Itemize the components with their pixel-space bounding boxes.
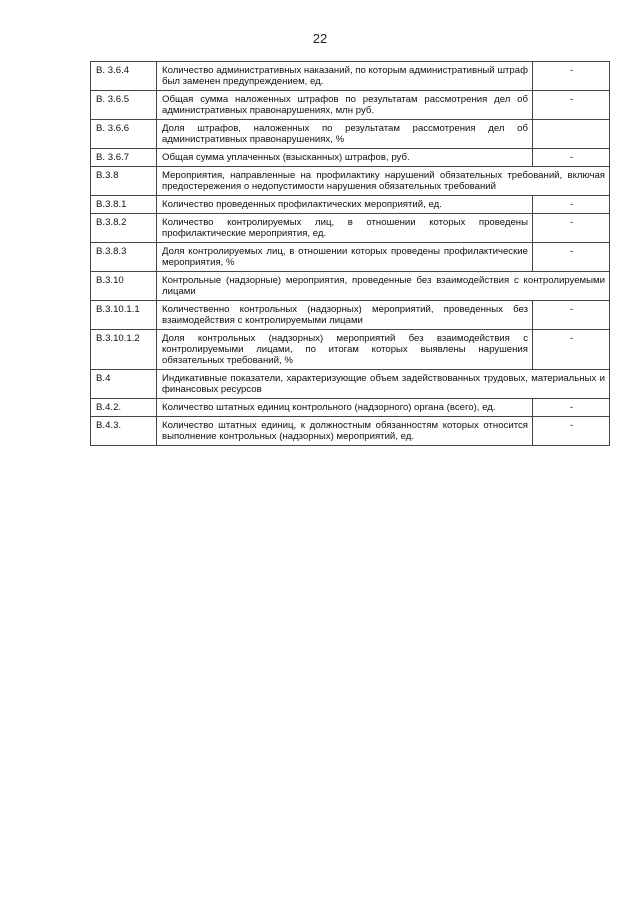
table-row [91, 399, 610, 417]
row-description: Доля штрафов, наложенных по результатам рассмотрения дел об административных правонарушениях, % [157, 120, 533, 149]
row-value: - [533, 149, 610, 167]
section-title: Контрольные (надзорные) мероприятия, проведенные без взаимодействия с контролируемыми лицами [157, 272, 610, 301]
row-description: Доля контролируемых лиц, в отношении которых проведены профилактические мероприятия, % [157, 243, 533, 272]
section-title: Мероприятия, направленные на профилактику нарушений обязательных требований, включая предостережения о недопустимости нарушения обязательных требований [157, 167, 610, 196]
row-description: Количество контролируемых лиц, в отношении которых проведены профилактические мероприятия, ед. [157, 214, 533, 243]
table-row [91, 272, 610, 301]
row-value: - [533, 417, 610, 446]
row-value: - [533, 196, 610, 214]
row-value: - [533, 301, 610, 330]
row-description: Количественно контрольных (надзорных) мероприятий, проведенных без взаимодействия с контролируемыми лицами [157, 301, 533, 330]
row-code: В.4.3. [91, 417, 157, 446]
row-code: В.3.10 [91, 272, 157, 301]
row-value: - [533, 91, 610, 120]
row-description: Доля контрольных (надзорных) мероприятий без взаимодействия с контролируемыми лицами, по итогам которых выявлены нарушения обязательных требований, % [157, 330, 533, 370]
indicators-table-body [91, 62, 610, 446]
row-value: - [533, 399, 610, 417]
row-code: В. 3.6.4 [91, 62, 157, 91]
table-row [91, 417, 610, 446]
table-row [91, 120, 610, 149]
row-value: - [533, 62, 610, 91]
table-row [91, 91, 610, 120]
page-number: 22 [312, 31, 328, 46]
table-row [91, 370, 610, 399]
table-row [91, 214, 610, 243]
table-row [91, 301, 610, 330]
row-description: Количество проведенных профилактических мероприятий, ед. [157, 196, 533, 214]
row-code: В.4 [91, 370, 157, 399]
row-code: В. 3.6.6 [91, 120, 157, 149]
table-row [91, 243, 610, 272]
table-row [91, 167, 610, 196]
indicators-table [90, 61, 610, 446]
row-description: Количество административных наказаний, по которым административный штраф был заменен предупреждением, ед. [157, 62, 533, 91]
row-value: - [533, 330, 610, 370]
table-row [91, 196, 610, 214]
row-code: В.3.8 [91, 167, 157, 196]
row-description: Общая сумма уплаченных (взысканных) штрафов, руб. [157, 149, 533, 167]
row-code: В.4.2. [91, 399, 157, 417]
row-code: В.3.10.1.2 [91, 330, 157, 370]
row-code: В.3.8.2 [91, 214, 157, 243]
row-code: В.3.10.1.1 [91, 301, 157, 330]
row-value: - [533, 214, 610, 243]
row-description: Количество штатных единиц контрольного (надзорного) органа (всего), ед. [157, 399, 533, 417]
section-title: Индикативные показатели, характеризующие объем задействованных трудовых, материальных и финансовых ресурсов [157, 370, 610, 399]
row-code: В. 3.6.7 [91, 149, 157, 167]
table-row [91, 330, 610, 370]
row-code: В.3.8.1 [91, 196, 157, 214]
row-code: В. 3.6.5 [91, 91, 157, 120]
row-description: Количество штатных единиц, к должностным обязанностям которых относится выполнение контрольных (надзорных) мероприятий, ед. [157, 417, 533, 446]
row-description: Общая сумма наложенных штрафов по результатам рассмотрения дел об административных правонарушениях, млн руб. [157, 91, 533, 120]
row-value [533, 120, 610, 149]
table-row [91, 149, 610, 167]
row-code: В.3.8.3 [91, 243, 157, 272]
table-row [91, 62, 610, 91]
row-value: - [533, 243, 610, 272]
